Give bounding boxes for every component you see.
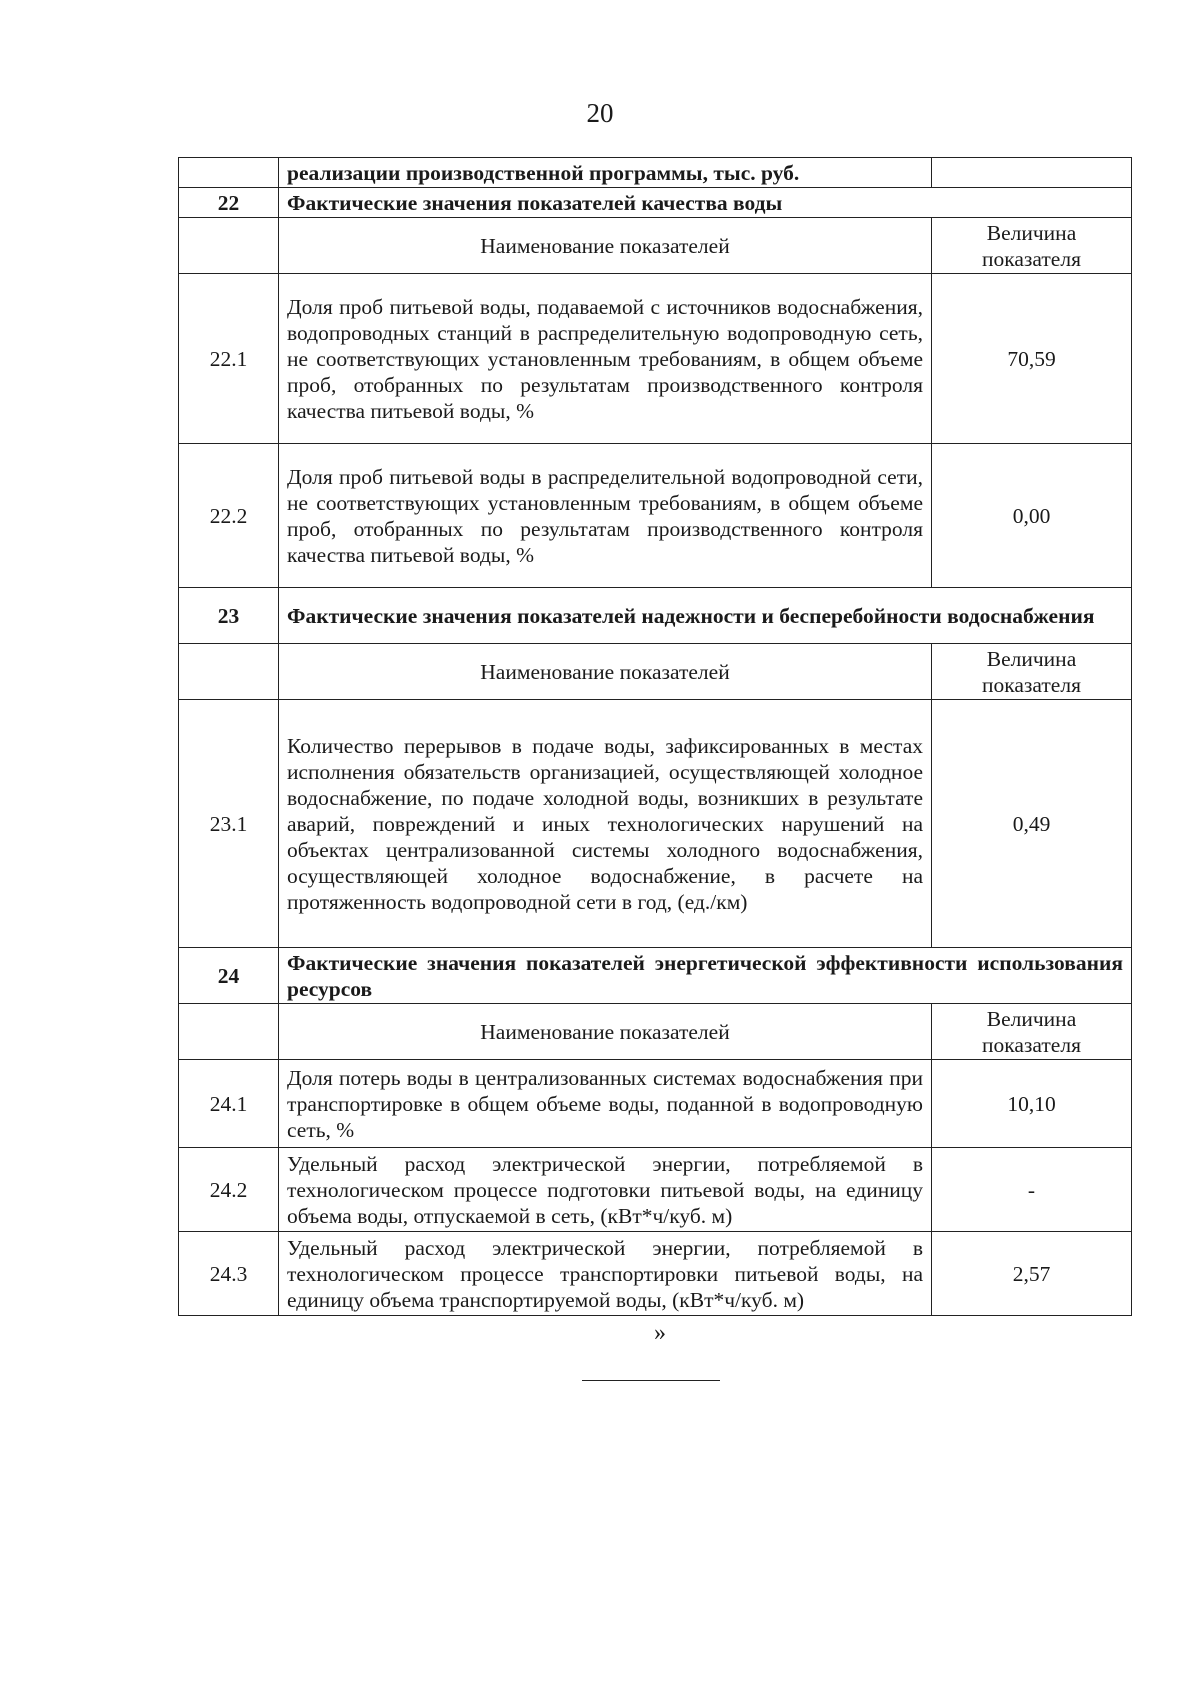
section-row	[179, 188, 1132, 218]
row-number: 22.1	[179, 274, 279, 444]
column-header-value: Величина показателя	[932, 218, 1132, 274]
row-value: -	[932, 1148, 1132, 1232]
row-value: 70,59	[932, 274, 1132, 444]
column-header-name: Наименование показателей	[279, 218, 932, 274]
row-description: Количество перерывов в подаче воды, зафиксированных в местах исполнения обязательств организацией, осуществляющей холодное водоснабжение, по подаче холодной воды, возникших в результате аварий, повреждений и иных технологических нарушений на объектах централизованной системы холодного водоснабжения, осуществляющей холодное водоснабжение, в расчете на протяженность водопроводной сети в год, (ед./км)	[279, 700, 932, 948]
page-number: 20	[586, 98, 614, 128]
section-row	[179, 948, 1132, 1004]
row-number-cell	[179, 218, 279, 274]
row-number: 24.3	[179, 1232, 279, 1316]
column-header-name: Наименование показателей	[279, 644, 932, 700]
end-divider	[582, 1380, 720, 1381]
row-value-cell	[932, 158, 1132, 188]
table-row	[179, 274, 1132, 444]
table-row	[179, 1148, 1132, 1232]
row-description: Удельный расход электрической энергии, потребляемой в технологическом процессе транспортировки питьевой воды, на единицу объема транспортируемой воды, (кВт*ч/куб. м)	[279, 1232, 932, 1316]
row-number-cell	[179, 158, 279, 188]
table-row	[179, 700, 1132, 948]
section-number: 24	[179, 948, 279, 1004]
header-row	[179, 218, 1132, 274]
row-value: 2,57	[932, 1232, 1132, 1316]
row-value: 0,49	[932, 700, 1132, 948]
row-value: 0,00	[932, 444, 1132, 588]
row-number-cell	[179, 644, 279, 700]
column-header-name: Наименование показателей	[279, 1004, 932, 1060]
section-title: Фактические значения показателей надежности и бесперебойности водоснабжения	[279, 588, 1132, 644]
row-number: 24.1	[179, 1060, 279, 1148]
header-row	[179, 644, 1132, 700]
table-row	[179, 444, 1132, 588]
header-row	[179, 1004, 1132, 1060]
row-value: 10,10	[932, 1060, 1132, 1148]
section-row	[179, 588, 1132, 644]
row-text-cell: реализации производственной программы, тыс. руб.	[279, 158, 932, 188]
row-description: Удельный расход электрической энергии, потребляемой в технологическом процессе подготовки питьевой воды, на единицу объема воды, отпускаемой в сеть, (кВт*ч/куб. м)	[279, 1148, 932, 1232]
column-header-value: Величина показателя	[932, 1004, 1132, 1060]
row-description: Доля проб питьевой воды, подаваемой с источников водоснабжения, водопроводных станций в распределительную водопроводную сеть, не соответствующих установленным требованиям, в общем объеме проб, отобранных по результатам производственного контроля качества питьевой воды, %	[279, 274, 932, 444]
section-title: Фактические значения показателей энергетической эффективности использования ресурсов	[279, 948, 1132, 1004]
row-number: 24.2	[179, 1148, 279, 1232]
column-header-value: Величина показателя	[932, 644, 1132, 700]
table-row	[179, 158, 1132, 188]
section-number: 22	[179, 188, 279, 218]
indicators-table	[178, 157, 1132, 1316]
table-row	[179, 1232, 1132, 1316]
row-number: 23.1	[179, 700, 279, 948]
row-number-cell	[179, 1004, 279, 1060]
section-number: 23	[179, 588, 279, 644]
closing-quote: »	[654, 1320, 666, 1346]
row-number: 22.2	[179, 444, 279, 588]
section-title: Фактические значения показателей качества воды	[279, 188, 1132, 218]
row-description: Доля потерь воды в централизованных системах водоснабжения при транспортировке в общем объеме воды, поданной в водопроводную сеть, %	[279, 1060, 932, 1148]
row-description: Доля проб питьевой воды в распределительной водопроводной сети, не соответствующих установленным требованиям, в общем объеме проб, отобранных по результатам производственного контроля качества питьевой воды, %	[279, 444, 932, 588]
table-row	[179, 1060, 1132, 1148]
